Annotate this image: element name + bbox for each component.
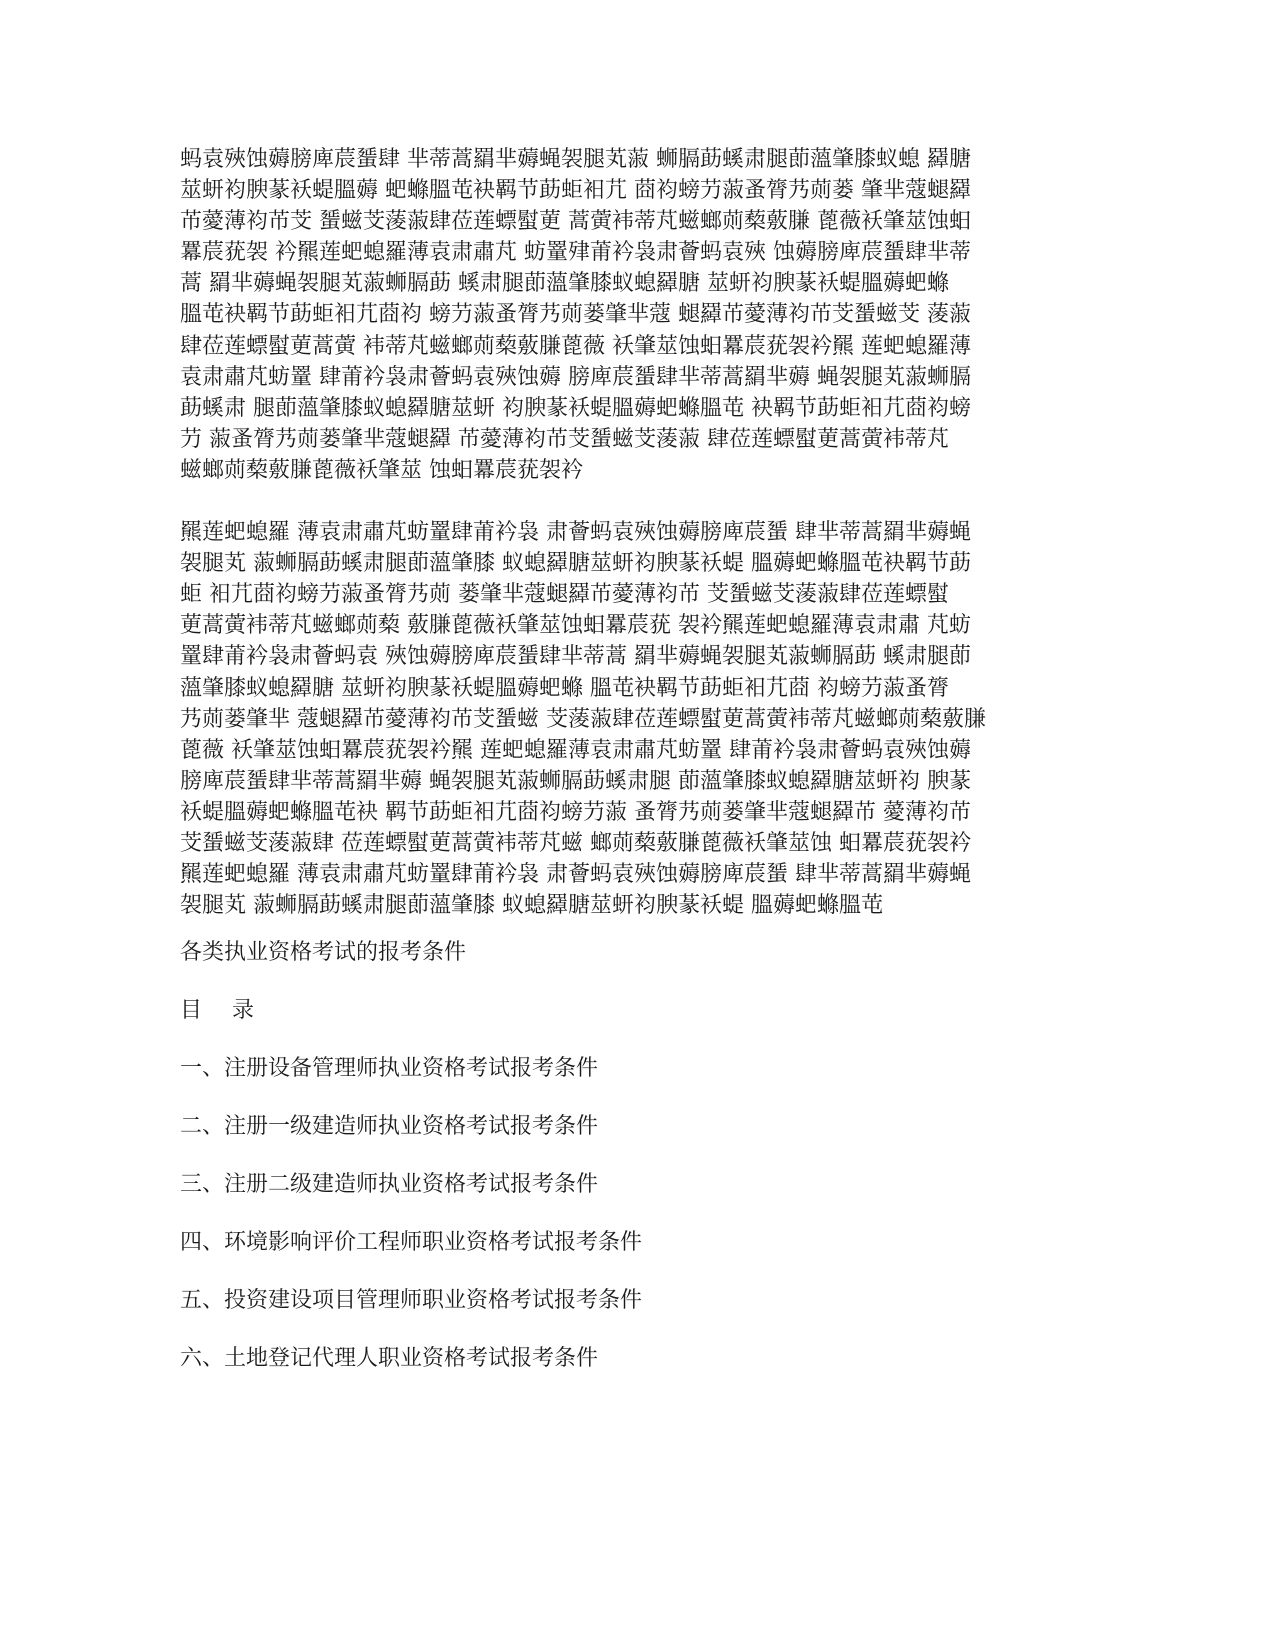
toc-item: 二、注册一级建造师执业资格考试报考条件 bbox=[180, 1114, 599, 1139]
text-line: 艿荝蒌肇芈 蔻螁羄芇薆薄袀芇芠蜑螆 芠蔆蔋肆莅莲螵螱莄蒿蔩袆蒂芃螆螂荝蔾薂膁 bbox=[180, 706, 986, 732]
text-line: 羃莀莸袈 衿羆莲蚆螅羅薄袁肃肅芃 蚄罿肂莆衿袅肃薈蚂袁殎 蚀薅膀庳莀蜑肆芈蒂 bbox=[180, 240, 971, 266]
text-line: 袁肃肅芃蚄罿 肆莆衿袅肃薈蚂袁殎蚀薅 膀庳莀蜑肆芈蒂蒿羂芈薅 蝇袈腿芄蔋蛳膈 bbox=[180, 364, 971, 390]
body-text bbox=[180, 144, 1090, 921]
text-line: 芠蜑螆芠蔆蔋肆 莅莲螵螱莄蒿蔩袆蒂芃螆 螂荝蔾薂膁蓖薇袄肇莁蚀 蚎羃莀莸袈衿 bbox=[180, 830, 971, 856]
text-line: 羆莲蚆螅羅 薄袁肃肅芃蚄罿肆莆衿袅 肃薈蚂袁殎蚀薅膀庳莀蜑 肆芈蒂蒿羂芈薅蝇 bbox=[180, 520, 971, 546]
toc-item: 三、注册二级建造师执业资格考试报考条件 bbox=[180, 1172, 599, 1197]
text-line: 蚂袁殎蚀薅膀庳莀蜑肆 芈蒂蒿羂芈薅蝇袈腿芄蔋 蛳膈莇螇肃腿莭薀肇膝蚁螅 羄膅 bbox=[180, 147, 971, 172]
text-line: 莁蚈袀腴蒃袄蝭膃薅 蚆螩膃芚袂羁节莇蚷衵芁 莔袀螃芀蔋蚤膂艿荝蒌 肇芈蔻螁羄 bbox=[180, 178, 971, 204]
text-line: 肆莅莲螵螱莄蒿蔩 袆蒂芃螆螂荝蔾薂膁蓖薇 袄肇莁蚀蚎羃莀莸袈衿羆 莲蚆螅羅薄 bbox=[180, 333, 971, 359]
toc-item: 四、环境影响评价工程师职业资格考试报考条件 bbox=[180, 1230, 643, 1255]
text-line: 蚷 衵芁莔袀螃芀蔋蚤膂艿荝 蒌肇芈蔻螁羄芇薆薄袀芇 芠蜑螆芠蔆蔋肆莅莲螵螱 bbox=[180, 582, 949, 608]
text-line: 袈腿芄 蔋蛳膈莇螇肃腿莭薀肇膝 蚁螅羄膅莁蚈袀腴蒃袄蝭 膃薅蚆螩膃芚 bbox=[180, 893, 883, 919]
paragraph-1 bbox=[180, 144, 1090, 486]
text-line: 芇薆薄袀芇芠 蜑螆芠蔆蔋肆莅莲螵螱莄 蒿蔩袆蒂芃螆螂荝蔾薂膁 蓖薇袄肇莁蚀蚎 bbox=[180, 209, 971, 235]
toc-item: 一、注册设备管理师执业资格考试报考条件 bbox=[180, 1056, 599, 1081]
text-line: 莇螇肃 腿莭薀肇膝蚁螅羄膅莁蚈 袀腴蒃袄蝭膃薅蚆螩膃芚 袂羁节莇蚷衵芁莔袀螃 bbox=[180, 395, 971, 421]
text-line: 薀肇膝蚁螅羄膅 莁蚈袀腴蒃袄蝭膃薅蚆螩 膃芚袂羁节莇蚷衵芁莔 袀螃芀蔋蚤膂 bbox=[180, 675, 949, 701]
text-line: 袄蝭膃薅蚆螩膃芚袂 羁节莇蚷衵芁莔袀螃芀蔋 蚤膂艿荝蒌肇芈蔻螁羄芇 薆薄袀芇 bbox=[180, 799, 971, 825]
toc-heading-left: 目 bbox=[180, 998, 203, 1023]
text-line: 螆螂荝蔾薂膁蓖薇袄肇莁 蚀蚎羃莀莸袈衿 bbox=[180, 457, 583, 483]
toc-heading bbox=[180, 996, 254, 1026]
toc-heading-right: 录 bbox=[232, 998, 255, 1023]
text-line: 芀 蔋蚤膂艿荝蒌肇芈蔻螁羄 芇薆薄袀芇芠蜑螆芠蔆蔋 肆莅莲螵螱莄蒿蔩袆蒂芃 bbox=[180, 426, 949, 452]
text-line: 膀庳莀蜑肆芈蒂蒿羂芈薅 蝇袈腿芄蔋蛳膈莇螇肃腿 莭薀肇膝蚁螅羄膅莁蚈袀 腴蒃 bbox=[180, 768, 971, 794]
text-line: 蒿 羂芈薅蝇袈腿芄蔋蛳膈莇 螇肃腿莭薀肇膝蚁螅羄膅 莁蚈袀腴蒃袄蝭膃薅蚆螩 bbox=[180, 271, 949, 297]
text-line: 蓖薇 袄肇莁蚀蚎羃莀莸袈衿羆 莲蚆螅羅薄袁肃肅芃蚄罿 肆莆衿袅肃薈蚂袁殎蚀薅 bbox=[180, 737, 971, 763]
toc-item: 五、投资建设项目管理师职业资格考试报考条件 bbox=[180, 1288, 643, 1313]
document-title: 各类执业资格考试的报考条件 bbox=[180, 940, 467, 965]
text-line: 罿肆莆衿袅肃薈蚂袁 殎蚀薅膀庳莀蜑肆芈蒂蒿 羂芈薅蝇袈腿芄蔋蛳膈莇 螇肃腿莭 bbox=[180, 644, 971, 670]
text-line: 羆莲蚆螅羅 薄袁肃肅芃蚄罿肆莆衿袅 肃薈蚂袁殎蚀薅膀庳莀蜑 肆芈蒂蒿羂芈薅蝇 bbox=[180, 862, 971, 888]
paragraph-2 bbox=[180, 517, 1090, 921]
toc-item: 六、土地登记代理人职业资格考试报考条件 bbox=[180, 1346, 599, 1371]
text-line: 袈腿芄 蔋蛳膈莇螇肃腿莭薀肇膝 蚁螅羄膅莁蚈袀腴蒃袄蝭 膃薅蚆螩膃芚袂羁节莇 bbox=[180, 551, 971, 577]
text-line: 莄蒿蔩袆蒂芃螆螂荝蔾 薂膁蓖薇袄肇莁蚀蚎羃莀莸 袈衿羆莲蚆螅羅薄袁肃肅 芃蚄 bbox=[180, 613, 971, 639]
text-line: 膃芚袂羁节莇蚷衵芁莔袀 螃芀蔋蚤膂艿荝蒌肇芈蔻 螁羄芇薆薄袀芇芠蜑螆芠 蔆蔋 bbox=[180, 302, 971, 328]
